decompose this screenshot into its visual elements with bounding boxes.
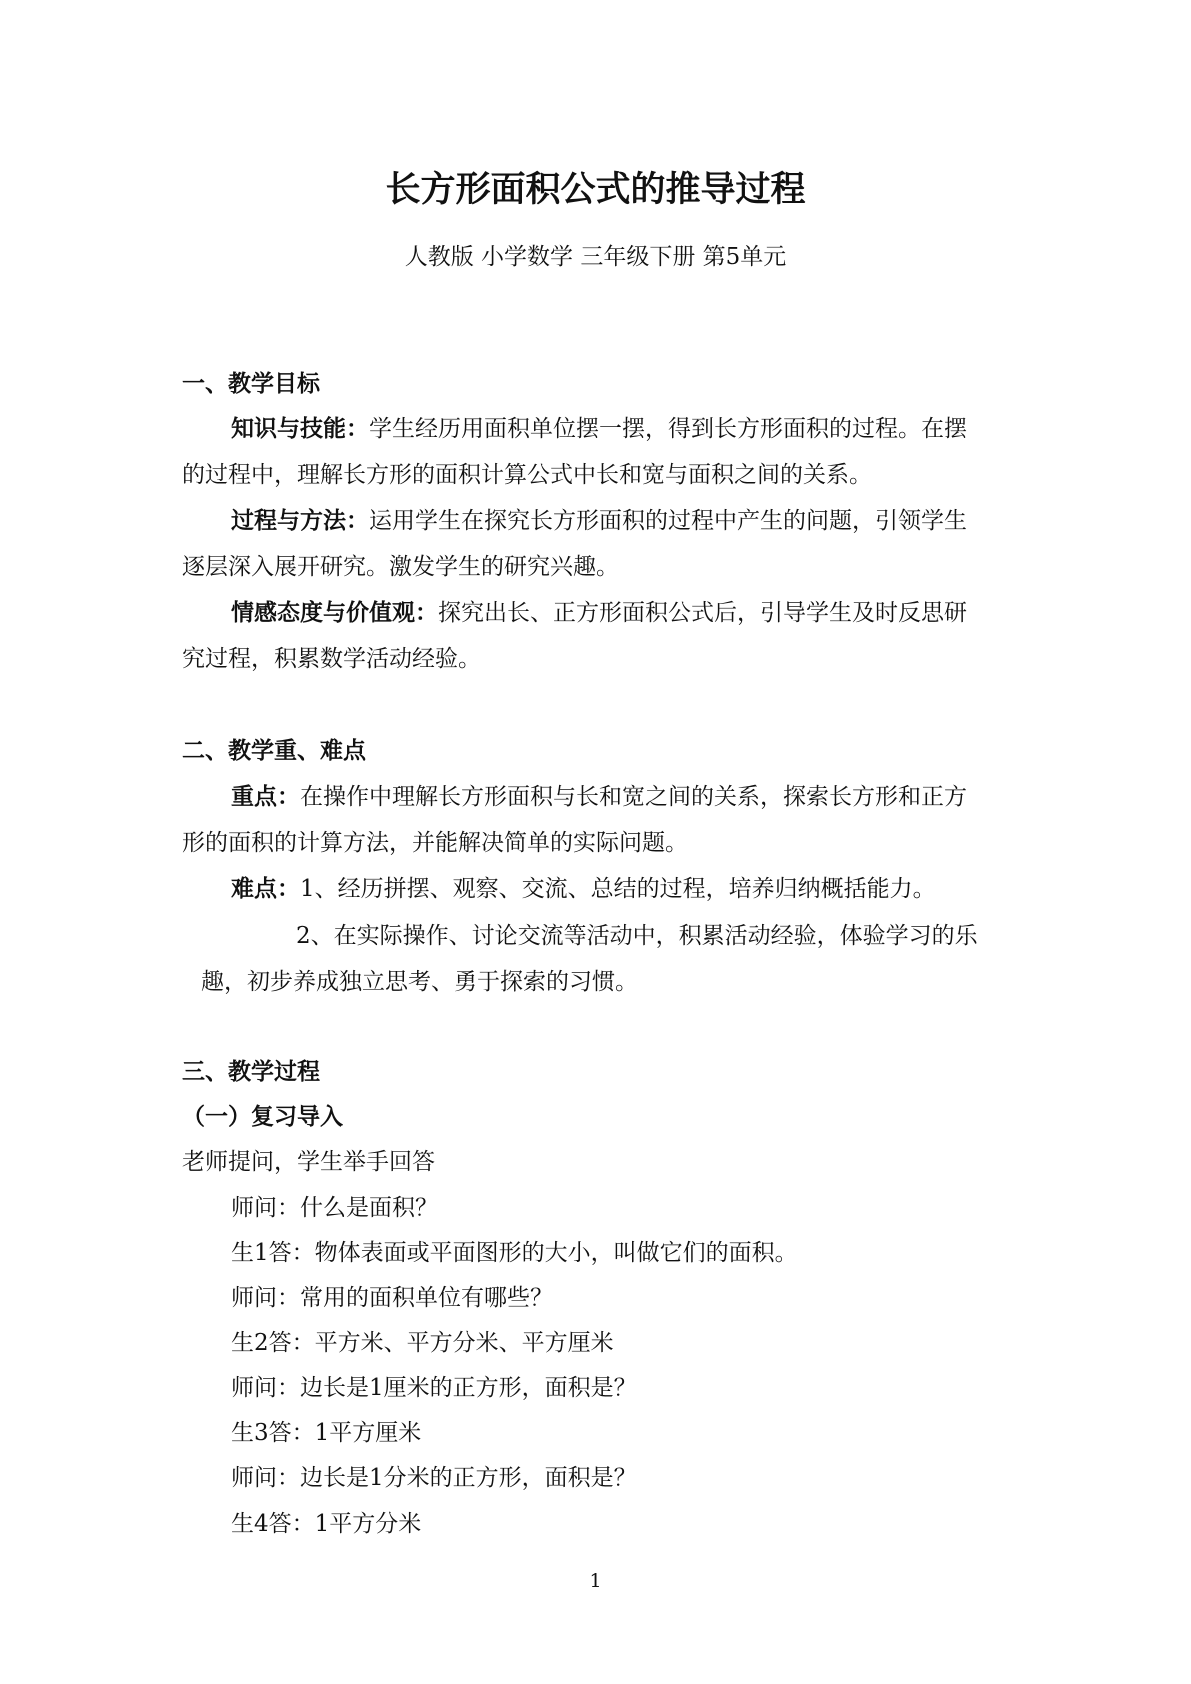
difficulty-text: 1、经历拼摆、观察、交流、总结的过程，培养归纳概括能力。 bbox=[300, 876, 936, 902]
objective-process-text: 运用学生在探究长方形面积的过程中产生的问题，引领学生 bbox=[369, 508, 967, 534]
section-heading-process: 三、教学过程 bbox=[182, 1058, 320, 1085]
objective-emotion-label: 情感态度与价值观： bbox=[231, 599, 438, 626]
dialogue-line: 生4答：1平方分米 bbox=[231, 1511, 422, 1537]
page-number: 1 bbox=[589, 1570, 602, 1592]
key-point-text: 在操作中理解长方形面积与长和宽之间的关系，探索长方形和正方 bbox=[300, 784, 967, 810]
dialogue-line: 师问：常用的面积单位有哪些？ bbox=[231, 1285, 553, 1311]
dialogue-line: 师问：边长是1分米的正方形，面积是？ bbox=[231, 1465, 637, 1491]
section-heading-objectives: 一、教学目标 bbox=[182, 370, 320, 397]
dialogue-line: 生3答：1平方厘米 bbox=[231, 1420, 422, 1446]
difficulty-line-1 bbox=[231, 874, 936, 904]
objective-knowledge-line-2: 的过程中，理解长方形的面积计算公式中长和宽与面积之间的关系。 bbox=[182, 462, 872, 488]
dialogue-line: 生1答：物体表面或平面图形的大小，叫做它们的面积。 bbox=[231, 1240, 798, 1266]
objective-knowledge-line-1 bbox=[231, 414, 967, 444]
difficulty-line-3: 趣，初步养成独立思考、勇于探索的习惯。 bbox=[201, 969, 638, 995]
key-point-label: 重点： bbox=[231, 783, 300, 810]
objective-emotion-text: 探究出长、正方形面积公式后，引导学生及时反思研 bbox=[438, 600, 967, 626]
objective-process-line-1 bbox=[231, 506, 967, 536]
key-point-line-2: 形的面积的计算方法，并能解决简单的实际问题。 bbox=[182, 830, 688, 856]
objective-emotion-line-1 bbox=[231, 598, 967, 628]
dialogue-line: 师问：什么是面积？ bbox=[231, 1195, 438, 1221]
document-title: 长方形面积公式的推导过程 bbox=[385, 169, 806, 210]
key-point-line-1 bbox=[231, 782, 967, 812]
objective-process-line-2: 逐层深入展开研究。激发学生的研究兴趣。 bbox=[182, 554, 619, 580]
objective-knowledge-text: 学生经历用面积单位摆一摆，得到长方形面积的过程。在摆 bbox=[369, 416, 967, 442]
process-intro: 老师提问，学生举手回答 bbox=[182, 1149, 435, 1175]
dialogue-line: 师问：边长是1厘米的正方形，面积是？ bbox=[231, 1375, 637, 1401]
objective-process-label: 过程与方法： bbox=[231, 507, 369, 534]
difficulty-label: 难点： bbox=[231, 875, 300, 902]
document-subtitle: 人教版 小学数学 三年级下册 第5单元 bbox=[404, 244, 787, 270]
section-heading-key-points: 二、教学重、难点 bbox=[182, 737, 366, 764]
dialogue-line: 生2答：平方米、平方分米、平方厘米 bbox=[231, 1330, 614, 1356]
objective-emotion-line-2: 究过程，积累数学活动经验。 bbox=[182, 646, 481, 672]
difficulty-line-2: 2、在实际操作、讨论交流等活动中，积累活动经验，体验学习的乐 bbox=[296, 923, 978, 949]
subsection-heading-review: （一）复习导入 bbox=[182, 1103, 343, 1130]
objective-knowledge-label: 知识与技能： bbox=[231, 415, 369, 442]
